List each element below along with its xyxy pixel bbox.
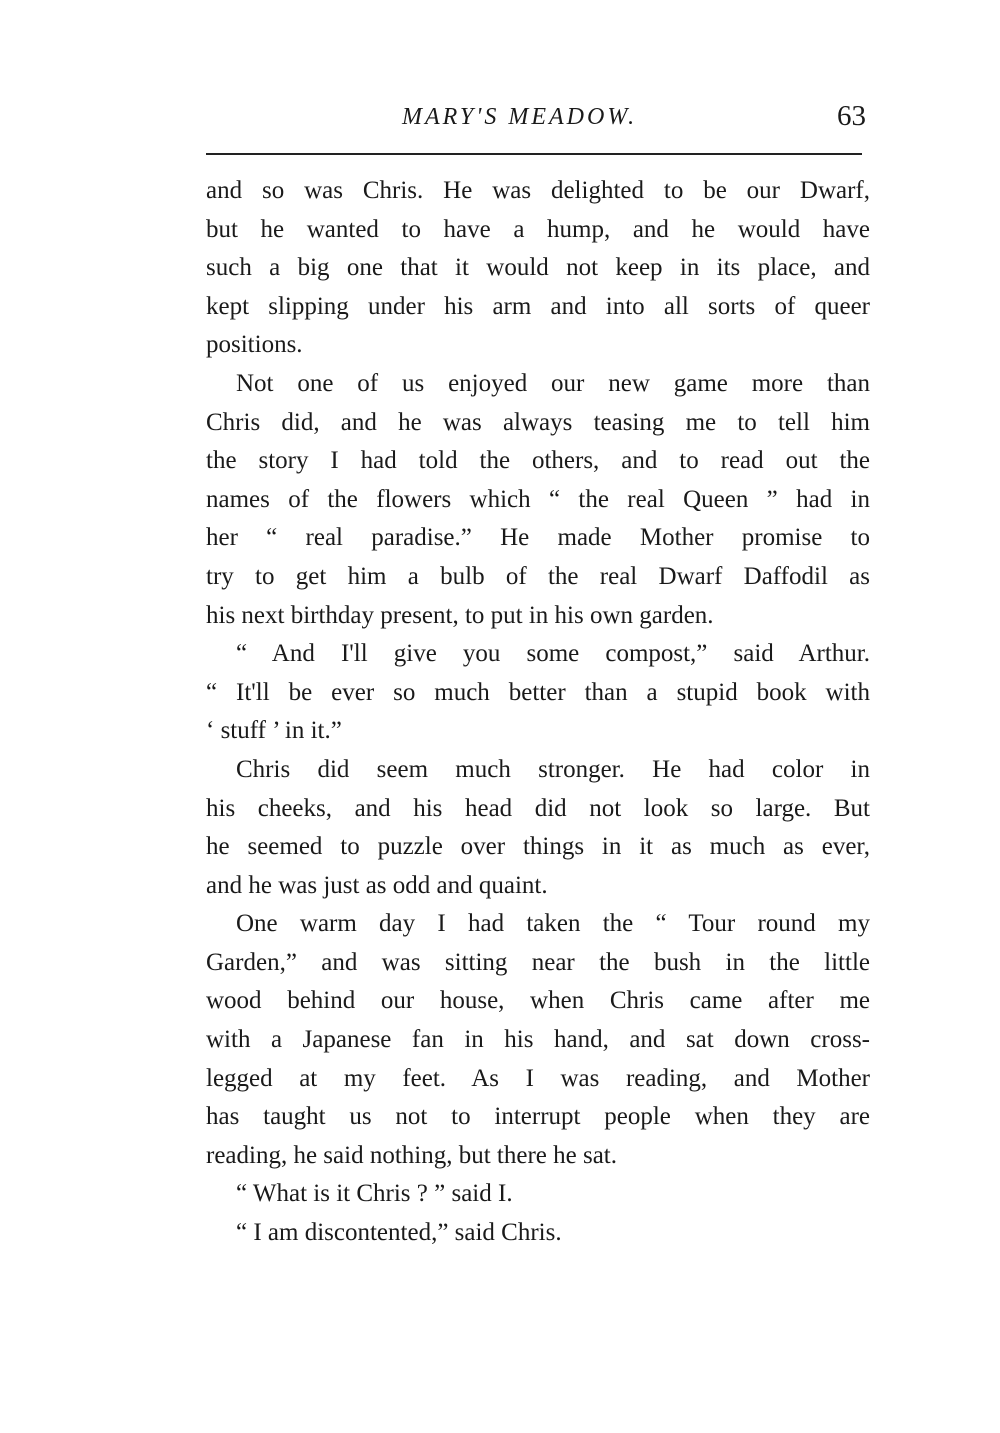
- running-head: [206, 100, 870, 140]
- text-line: with a Japanese fan in his hand, and sat down cross-: [206, 1026, 870, 1054]
- text-line: legged at my feet. As I was reading, and Mother: [206, 1064, 870, 1092]
- text-line: “ It'll be ever so much better than a stupid book with: [206, 678, 870, 706]
- text-line: has taught us not to interrupt people when they are: [206, 1103, 870, 1131]
- running-title: MARY'S MEADOW.: [402, 104, 638, 130]
- text-line: and he was just as odd and quaint.: [206, 871, 548, 899]
- text-line: “ What is it Chris ? ” said I.: [236, 1180, 513, 1208]
- text-line: but he wanted to have a hump, and he would have: [206, 215, 870, 243]
- text-line: he seemed to puzzle over things in it as much as ever,: [206, 833, 870, 861]
- text-line: and so was Chris. He was delighted to be our Dwarf,: [206, 177, 870, 204]
- text-line: names of the flowers which “ the real Queen ” had in: [206, 485, 870, 513]
- header-rule: [206, 153, 862, 155]
- text-line: such a big one that it would not keep in its place, and: [206, 254, 870, 282]
- text-line: One warm day I had taken the “ Tour round my: [236, 910, 870, 938]
- text-line: wood behind our house, when Chris came after me: [206, 987, 870, 1015]
- text-line: “ And I'll give you some compost,” said Arthur.: [236, 640, 870, 668]
- text-line: kept slipping under his arm and into all sorts of queer: [206, 292, 870, 320]
- text-line: Not one of us enjoyed our new game more than: [236, 369, 870, 397]
- text-line: Chris did seem much stronger. He had color in: [236, 755, 870, 783]
- text-line: reading, he said nothing, but there he sat.: [206, 1141, 617, 1169]
- text-line: Chris did, and he was always teasing me to tell him: [206, 408, 870, 436]
- page-number: 63: [837, 100, 866, 132]
- text-line: “ I am discontented,” said Chris.: [236, 1219, 562, 1247]
- text-line: ‘ stuff ’ in it.”: [206, 717, 342, 745]
- text-line: her “ real paradise.” He made Mother promise to: [206, 524, 870, 552]
- text-line: positions.: [206, 331, 303, 359]
- text-line: his cheeks, and his head did not look so large. But: [206, 794, 870, 822]
- body-text: [206, 172, 870, 1253]
- text-line: the story I had told the others, and to read out the: [206, 447, 870, 475]
- text-line: try to get him a bulb of the real Dwarf Daffodil as: [206, 562, 870, 590]
- text-line: his next birthday present, to put in his own garden.: [206, 601, 714, 629]
- text-line: Garden,” and was sitting near the bush in the little: [206, 948, 870, 976]
